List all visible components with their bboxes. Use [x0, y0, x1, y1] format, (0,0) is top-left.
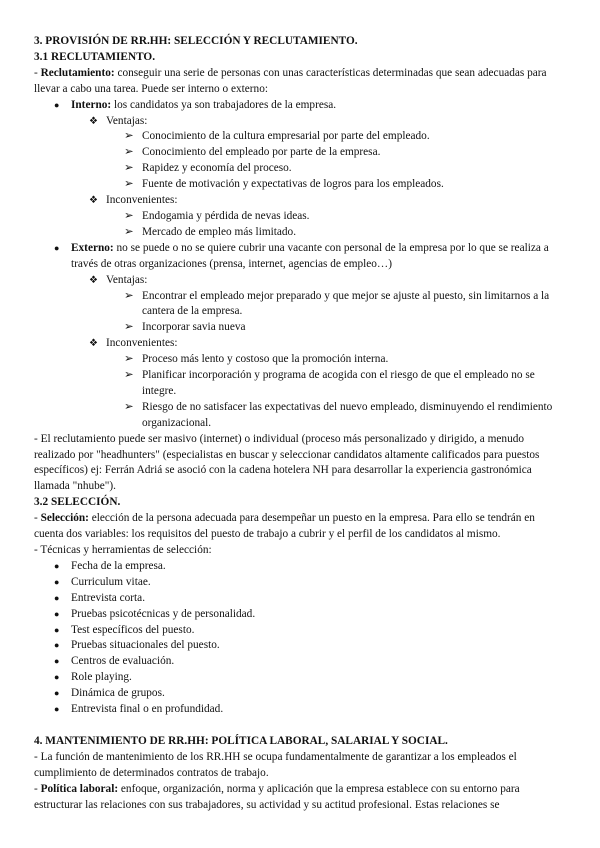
- list-item-text: Endogamia y pérdida de nevas ideas.: [142, 209, 310, 222]
- arrow-bullet-icon: ➢: [124, 162, 134, 175]
- spacer: [34, 718, 566, 734]
- reclutamiento-text: conseguir una serie de personas con unas características determinadas que sean adecuadas para llevar a cabo una tarea. Puede ser interno o externo:: [34, 66, 547, 95]
- list-item: [34, 623, 566, 639]
- list-item-text: Encontrar el empleado mejor preparado y que mejor se ajuste al puesto, sin limitarnos a la cantera de la empresa.: [142, 289, 550, 318]
- list-item: [34, 670, 566, 686]
- list-item: [34, 129, 566, 145]
- seleccion-text: elección de la persona adecuada para desempeñar un puesto en la empresa. Para ello se tendrán en cuenta dos variables: los requisitos del puesto de trabajo a cubrir y el perfil de los candidatos al mismo.: [34, 512, 535, 541]
- ventajas-label: Ventajas:: [106, 114, 148, 127]
- arrow-bullet-icon: ➢: [124, 400, 134, 413]
- diamond-bullet-icon: ❖: [89, 115, 98, 127]
- bullet-icon: ●: [54, 560, 60, 571]
- list-item-text: Planificar incorporación y programa de acogida con el riesgo de que el empleado no se integre.: [142, 369, 535, 397]
- list-item-text: Entrevista final o en profundidad.: [71, 703, 224, 716]
- list-item-text: Pruebas psicotécnicas y de personalidad.: [71, 607, 256, 620]
- interno-term: Interno:: [71, 98, 112, 111]
- list-item: [34, 145, 566, 161]
- list-item: [34, 400, 566, 432]
- list-item-text: Riesgo de no satisfacer las expectativas del nuevo empleado, disminuyendo el rendimiento organizacional.: [142, 400, 553, 429]
- politica-laboral-term: Política laboral:: [40, 782, 119, 795]
- bullet-icon: ●: [54, 624, 60, 635]
- list-item-text: Fecha de la empresa.: [71, 559, 166, 572]
- list-item-text: Conocimiento del empleado por parte de la empresa.: [142, 146, 381, 159]
- list-item-text: Dinámica de grupos.: [71, 687, 165, 700]
- list-item: [34, 352, 566, 368]
- interno-item: [34, 98, 566, 114]
- reclutamiento-term: Reclutamiento:: [40, 66, 115, 79]
- list-item-text: Incorporar savia nueva: [142, 321, 246, 334]
- interno-ventajas-heading: [34, 114, 566, 130]
- arrow-bullet-icon: ➢: [124, 130, 134, 143]
- interno-inconvenientes-heading: [34, 193, 566, 209]
- list-item: [34, 575, 566, 591]
- seleccion-definition: - Selección: elección de la persona adecuada para desempeñar un puesto en la empresa. Para ello se tendrán en cuenta dos variables: los requisitos del puesto de trabajo a cubrir y el perfil de los candidatos al mismo.: [34, 512, 535, 541]
- arrow-bullet-icon: ➢: [124, 209, 134, 222]
- list-item: [34, 289, 566, 321]
- list-item: [34, 686, 566, 702]
- list-item-text: Centros de evaluación.: [71, 655, 175, 668]
- arrow-bullet-icon: ➢: [124, 369, 134, 382]
- list-item: [34, 591, 566, 607]
- bullet-icon: ●: [54, 576, 60, 587]
- section-3-title: 3. PROVISIÓN DE RR.HH: SELECCIÓN Y RECLUTAMIENTO.: [34, 35, 358, 47]
- list-item: [34, 225, 566, 241]
- list-item-text: Fuente de motivación y expectativas de logros para los empleados.: [142, 178, 444, 191]
- list-item-text: Pruebas situacionales del puesto.: [71, 639, 220, 652]
- externo-item: [34, 241, 566, 273]
- arrow-bullet-icon: ➢: [124, 178, 134, 191]
- bullet-icon: ●: [54, 656, 60, 667]
- list-item-text: Conocimiento de la cultura empresarial por parte del empleado.: [142, 130, 430, 143]
- subsection-3-1-title: 3.1 RECLUTAMIENTO.: [34, 50, 156, 63]
- bullet-icon: ●: [54, 242, 60, 253]
- bullet-icon: ●: [54, 672, 60, 683]
- bullet-icon: ●: [54, 99, 60, 110]
- arrow-bullet-icon: ➢: [124, 289, 134, 302]
- section-4-title: 4. MANTENIMIENTO DE RR.HH: POLÍTICA LABORAL, SALARIAL Y SOCIAL.: [34, 734, 448, 747]
- arrow-bullet-icon: ➢: [124, 146, 134, 159]
- list-item-text: Rapidez y economía del proceso.: [142, 162, 292, 175]
- bullet-icon: ●: [54, 592, 60, 603]
- reclutamiento-definition: - Reclutamiento: conseguir una serie de personas con unas características determinadas que sean adecuadas para llevar a cabo una tarea. Puede ser interno o externo:: [34, 66, 547, 95]
- externo-ventajas-heading: [34, 273, 566, 289]
- mantenimiento-paragraph: - La función de mantenimiento de los RR.HH se ocupa fundamentalmente de garantizar a los empleados el cumplimiento de determinados contratos de trabajo.: [34, 750, 517, 779]
- politica-laboral-text: enfoque, organización, norma y aplicación que la empresa establece con su entorno para estructurar las relaciones con sus trabajadores, su actividad y su actitud profesional. Estas relaciones se: [34, 782, 520, 811]
- diamond-bullet-icon: ❖: [89, 195, 98, 207]
- list-item: [34, 654, 566, 670]
- list-item: [34, 177, 566, 193]
- list-item-text: Role playing.: [71, 671, 132, 684]
- politica-laboral-paragraph: - Política laboral: enfoque, organización, norma y aplicación que la empresa establece con su entorno para estructurar las relaciones con sus trabajadores, su actividad y su actitud profesional. Estas relaciones se: [34, 782, 520, 811]
- list-item: [34, 702, 566, 718]
- subsection-3-2-title: 3.2 SELECCIÓN.: [34, 496, 121, 509]
- bullet-icon: ●: [54, 640, 60, 651]
- list-item: [34, 161, 566, 177]
- list-item-text: Proceso más lento y costoso que la promoción interna.: [142, 353, 389, 366]
- list-item: [34, 638, 566, 654]
- externo-inconvenientes-heading: [34, 336, 566, 352]
- bullet-icon: ●: [54, 608, 60, 619]
- arrow-bullet-icon: ➢: [124, 225, 134, 238]
- inconvenientes-label: Inconvenientes:: [106, 337, 178, 350]
- list-item-text: Test específicos del puesto.: [71, 623, 195, 636]
- externo-term: Externo:: [71, 241, 114, 254]
- tecnicas-heading: - Técnicas y herramientas de selección:: [34, 544, 212, 556]
- inconvenientes-label: Inconvenientes:: [106, 194, 178, 207]
- diamond-bullet-icon: ❖: [89, 338, 98, 350]
- list-item: [34, 368, 566, 400]
- arrow-bullet-icon: ➢: [124, 321, 134, 334]
- bullet-icon: ●: [54, 704, 60, 715]
- list-item: [34, 607, 566, 623]
- arrow-bullet-icon: ➢: [124, 353, 134, 366]
- diamond-bullet-icon: ❖: [89, 274, 98, 286]
- list-item-text: Entrevista corta.: [71, 591, 146, 604]
- list-item: [34, 559, 566, 575]
- externo-text: no se puede o no se quiere cubrir una vacante con personal de la empresa por lo que se realiza a través de otras organizaciones (prensa, internet, agencias de empleo…): [71, 241, 549, 270]
- list-item-text: Mercado de empleo más limitado.: [142, 225, 297, 238]
- list-item: [34, 209, 566, 225]
- ventajas-label: Ventajas:: [106, 273, 148, 286]
- interno-text: los candidatos ya son trabajadores de la empresa.: [111, 98, 337, 111]
- bullet-icon: ●: [54, 688, 60, 699]
- seleccion-term: Selección:: [40, 512, 89, 525]
- reclutamiento-masivo-paragraph: - El reclutamiento puede ser masivo (internet) o individual (proceso más personalizado y dirigido, a menudo realizado por "headhunters" (especialistas en buscar y seleccionar candidatos altamente calificados para puestos específicos) ej: Ferrán Adriá se asoció con la cadena hotelera NH para desarrollar la experiencia gastronómica llamada "nhube").: [34, 432, 540, 493]
- list-item-text: Curriculum vitae.: [71, 575, 151, 588]
- list-item: [34, 320, 566, 336]
